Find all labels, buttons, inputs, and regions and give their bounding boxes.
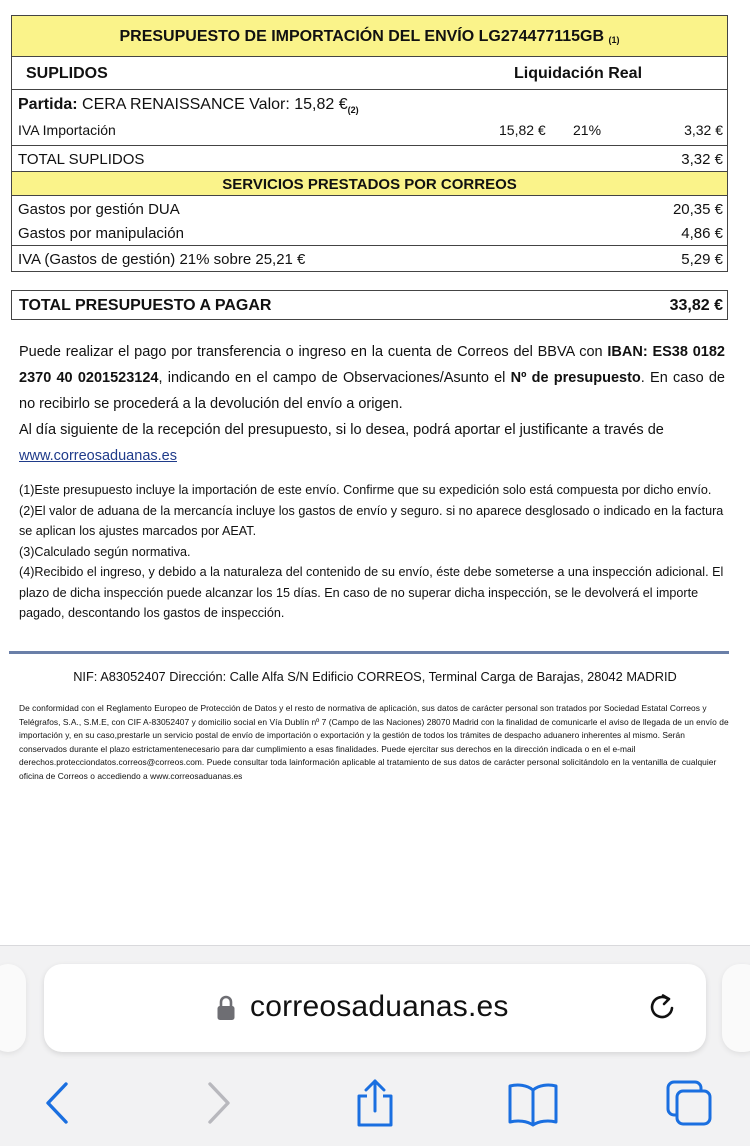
correosaduanas-link[interactable]: www.correosaduanas.es — [19, 448, 177, 464]
gastos-dua-label: Gastos por gestión DUA — [18, 201, 180, 218]
url-text[interactable]: correosaduanas.es — [250, 990, 509, 1023]
suplidos-heading: SUPLIDOS — [26, 65, 108, 82]
forward-icon[interactable] — [200, 1078, 236, 1128]
iva-import-amount: 3,32 € — [684, 122, 723, 138]
nif-address: NIF: A83052407 Dirección: Calle Alfa S/N Edificio CORREOS, Terminal Carga de Barajas, 28042 MADRID — [73, 669, 677, 684]
iva-gestion-amount: 5,29 € — [681, 251, 723, 268]
tabs-icon[interactable] — [664, 1078, 714, 1128]
servicios-header-row — [12, 171, 727, 195]
footnote-4: (4)Recibido el ingreso, y debido a la naturaleza del contenido de su envío, éste debe someterse a una inspección adicional. El plazo de dicha inspección puede alcanzar los 15 días. En caso de no superar dicha inspección, se le devolverá el importe pagado, descontando los gastos de inspección. — [19, 565, 724, 620]
iva-import-label: IVA Importación — [18, 122, 116, 138]
budget-table — [11, 15, 728, 272]
total-suplidos-label: TOTAL SUPLIDOS — [18, 151, 145, 168]
table-title-row — [12, 16, 727, 56]
address-bar[interactable] — [44, 964, 706, 1052]
footnote-2: (2)El valor de aduana de la mercancía incluye los gastos de envío y seguro. si no aparece desglosado o indicado en la factura se aplican los ajustes marcados por AEAT. — [19, 503, 724, 538]
table-header-row — [12, 56, 727, 89]
back-icon[interactable] — [40, 1078, 76, 1128]
total-suplidos-row — [12, 145, 727, 171]
partida-description: Partida: CERA RENAISSANCE Valor: 15,82 $€_{(2)}$ — [18, 96, 359, 116]
grand-total-amount: 33,82 € — [669, 297, 723, 314]
gastos-row — [12, 195, 727, 245]
grand-total-box — [11, 290, 728, 320]
safari-toolbar — [0, 945, 750, 1146]
footer-divider — [9, 651, 729, 654]
grand-total-label: TOTAL PRESUPUESTO A PAGAR — [19, 297, 272, 314]
next-tab-peek[interactable] — [722, 964, 750, 1052]
table-title: PRESUPUESTO DE IMPORTACIÓN DEL ENVÍO LG274477115GB $_{(1)}$ — [119, 28, 620, 45]
gastos-dua-amount: 20,35 € — [672, 201, 723, 218]
footnote-1: (1)Este presupuesto incluye la importación de este envío. Confirme que su expedición solo está compuesta por dicho envío. — [19, 483, 712, 497]
previous-tab-peek[interactable] — [0, 964, 26, 1052]
bookmarks-icon[interactable] — [506, 1078, 560, 1128]
gastos-manipulacion-label: Gastos por manipulación — [18, 225, 184, 242]
iva-gestion-row — [12, 245, 727, 271]
iva-import-rate: 21% — [573, 122, 602, 138]
iva-gestion-label: IVA (Gastos de gestión) 21% sobre 25,21 € — [18, 251, 306, 268]
payment-instructions: Puede realizar el pago por transferencia o ingreso en la cuenta de Correos del BBVA con IBAN: ES38 0182 2370 40 0201523124, indicando en el campo de Observaciones/Asunto el Nº de presupuesto. En caso de no recibirlo se procederá a la devolución del envío a origen. — [19, 344, 725, 412]
share-icon[interactable] — [352, 1078, 398, 1128]
reload-icon[interactable] — [644, 989, 680, 1025]
liquidacion-heading: Liquidación Real — [514, 65, 643, 82]
partida-row — [12, 89, 727, 145]
lock-icon — [216, 994, 236, 1022]
gastos-manipulacion-amount: 4,86 € — [681, 225, 723, 242]
legal-notice: De conformidad con el Reglamento Europeo de Protección de Datos y el resto de normativa de aplicación, sus datos de carácter personal son tratados por Sociedad Estatal Correos y Telégrafos, S.A., S.M.E, con CIF A-83052407 y domicilio social en Vía Dublín nº 7 (Campo de las Naciones) 28070 Madrid con la finalidad de comunicarle el aviso de llegada de un envío de importación y, en su caso,prestarle un servicio postal de envío de importación o exportación y la gestión de todos los trámites de despacho aduanero inherentes al mismo. Serán conservados durante el plazo estrictamentenecesario para dar cumplimiento a esas finalidades. Puede ejercitar sus derechos en la dirección indicada o en el e-mail derechos.protecciondatos.correos@correos.com. Puede consultar toda lainformación aplicable al tratamiento de sus datos de carácter personal solicitándolo en la ventanilla de cualquier oficina de Correos o accediendo a www.correosaduanas.es — [19, 703, 729, 781]
justificante-text: Al día siguiente de la recepción del presupuesto, si lo desea, podrá aportar el justificante a través de www.correosaduanas.es — [19, 422, 664, 464]
total-suplidos-amount: 3,32 € — [681, 151, 723, 168]
footnotes — [19, 480, 725, 624]
footnote-3: (3)Calculado según normativa. — [19, 544, 191, 559]
iva-import-base: 15,82 € — [499, 122, 546, 138]
servicios-heading: SERVICIOS PRESTADOS POR CORREOS — [222, 176, 517, 193]
